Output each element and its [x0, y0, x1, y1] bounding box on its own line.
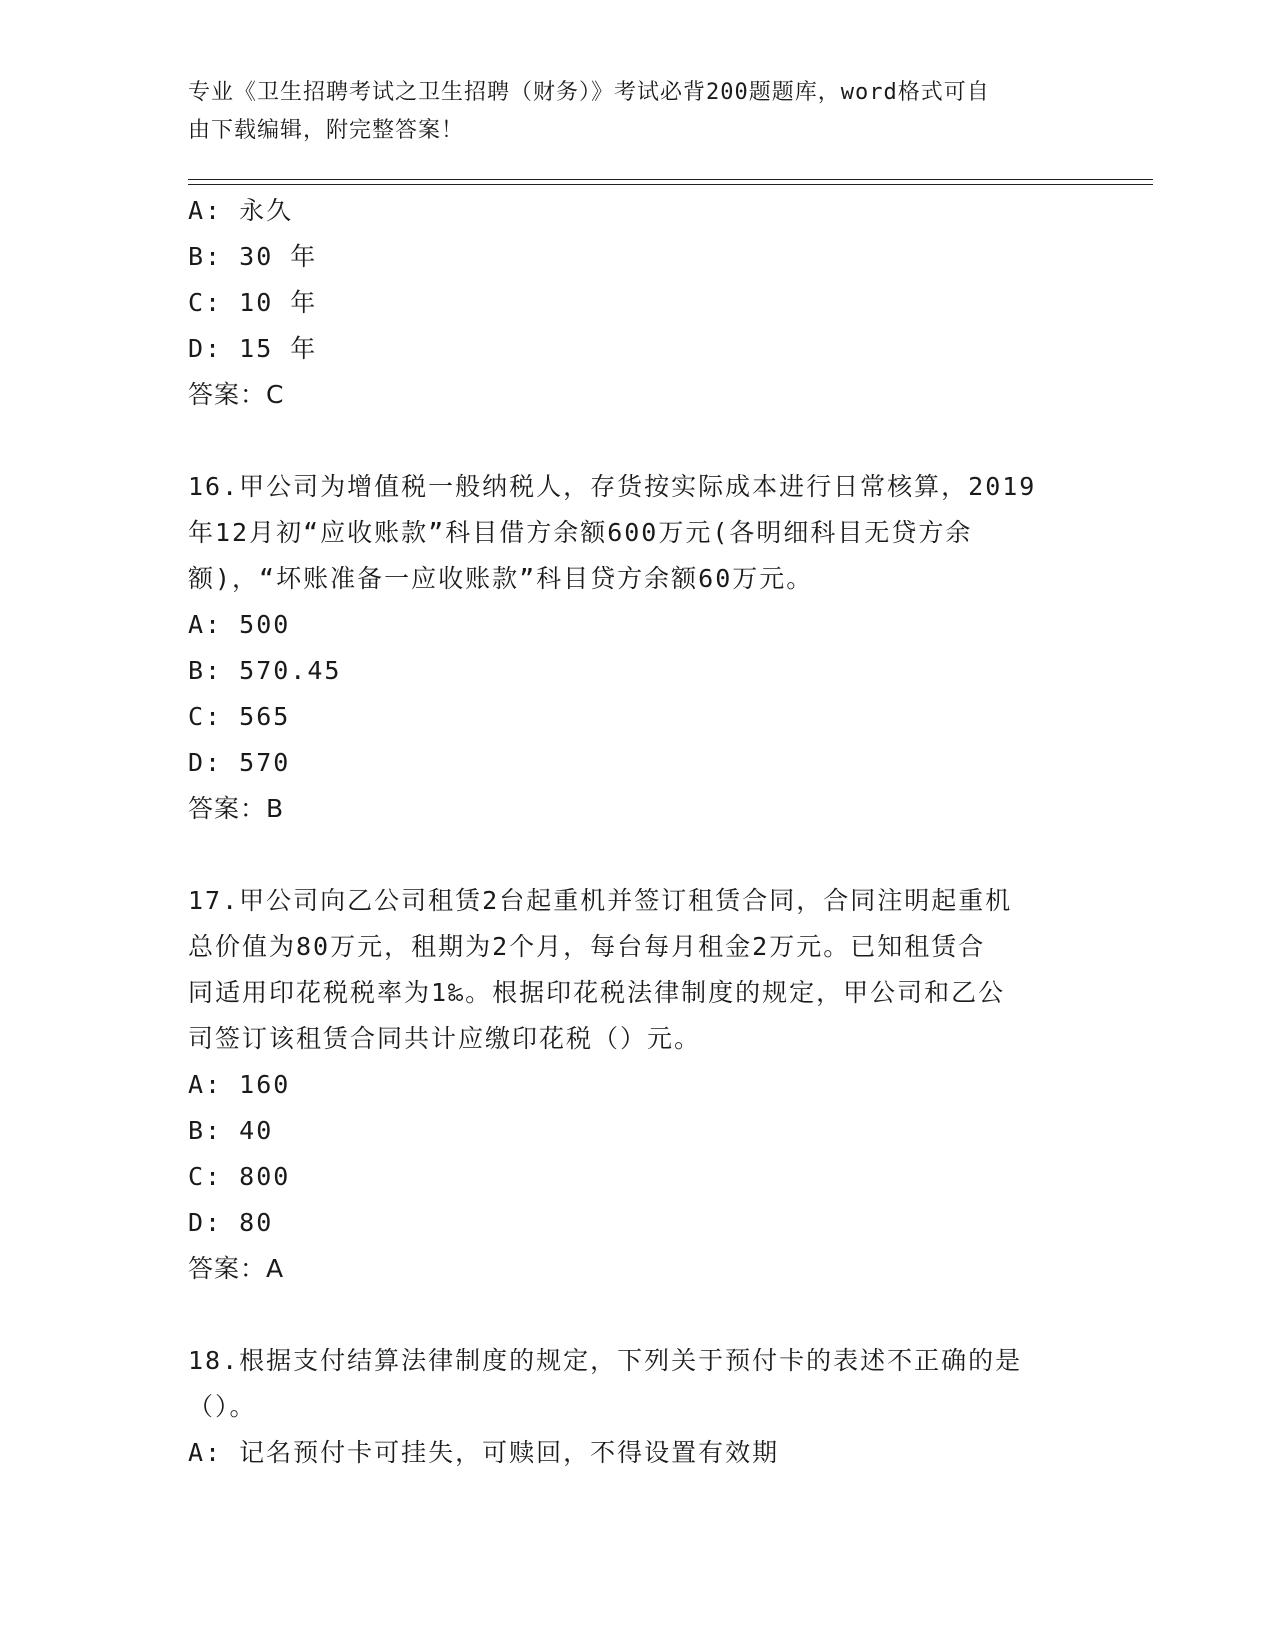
- question-16: [188, 464, 1088, 832]
- question-stem-line: 总价值为80万元，租期为2个月，每台每月租金2万元。已知租赁合: [188, 932, 986, 961]
- question-stem-line: 18.根据支付结算法律制度的规定，下列关于预付卡的表述不正确的是: [188, 1346, 1023, 1375]
- question-18: [188, 1338, 1088, 1476]
- spacer: [188, 418, 1088, 464]
- option-a: A: 记名预付卡可挂失，可赎回，不得设置有效期: [188, 1438, 780, 1467]
- option-d: D: 80: [188, 1208, 274, 1237]
- option-d: D: 15 年: [188, 334, 318, 363]
- option-b: B: 30 年: [188, 242, 318, 271]
- question-15: [188, 188, 1088, 418]
- option-d: D: 570: [188, 748, 291, 777]
- question-stem-line: 17.甲公司向乙公司租赁2台起重机并签订租赁合同，合同注明起重机: [188, 886, 1013, 915]
- question-stem-line: 额)，“坏账准备一应收账款”科目贷方余额60万元。: [188, 564, 814, 593]
- document-body: [188, 188, 1088, 1476]
- answer: 答案：A: [188, 1254, 285, 1283]
- option-c: C: 565: [188, 702, 291, 731]
- question-17: [188, 878, 1088, 1292]
- option-b: B: 40: [188, 1116, 274, 1145]
- option-a: A: 永久: [188, 196, 294, 225]
- option-b: B: 570.45: [188, 656, 342, 685]
- answer: 答案：C: [188, 380, 285, 409]
- question-stem-line: （）。: [188, 1392, 257, 1421]
- document-header: [188, 74, 1068, 150]
- question-stem-line: 16.甲公司为增值税一般纳税人，存货按实际成本进行日常核算，2019: [188, 472, 1037, 501]
- header-divider-top: [188, 179, 1153, 180]
- question-stem-line: 同适用印花税税率为1‰。根据印花税法律制度的规定，甲公司和乙公: [188, 978, 1006, 1007]
- option-c: C: 10 年: [188, 288, 318, 317]
- question-stem-line: 年12月初“应收账款”科目借方余额600万元(各明细科目无贷方余: [188, 518, 973, 547]
- spacer: [188, 832, 1088, 878]
- question-stem-line: 司签订该租赁合同共计应缴印花税（）元。: [188, 1024, 702, 1053]
- option-c: C: 800: [188, 1162, 291, 1191]
- spacer: [188, 1292, 1088, 1338]
- option-a: A: 500: [188, 610, 291, 639]
- header-divider-bottom: [188, 184, 1153, 185]
- option-a: A: 160: [188, 1070, 291, 1099]
- answer: 答案：B: [188, 794, 285, 823]
- header-line-2: 由下载编辑，附完整答案！: [188, 118, 465, 143]
- header-line-1: 专业《卫生招聘考试之卫生招聘（财务）》考试必背200题题库，word格式可自: [188, 80, 990, 105]
